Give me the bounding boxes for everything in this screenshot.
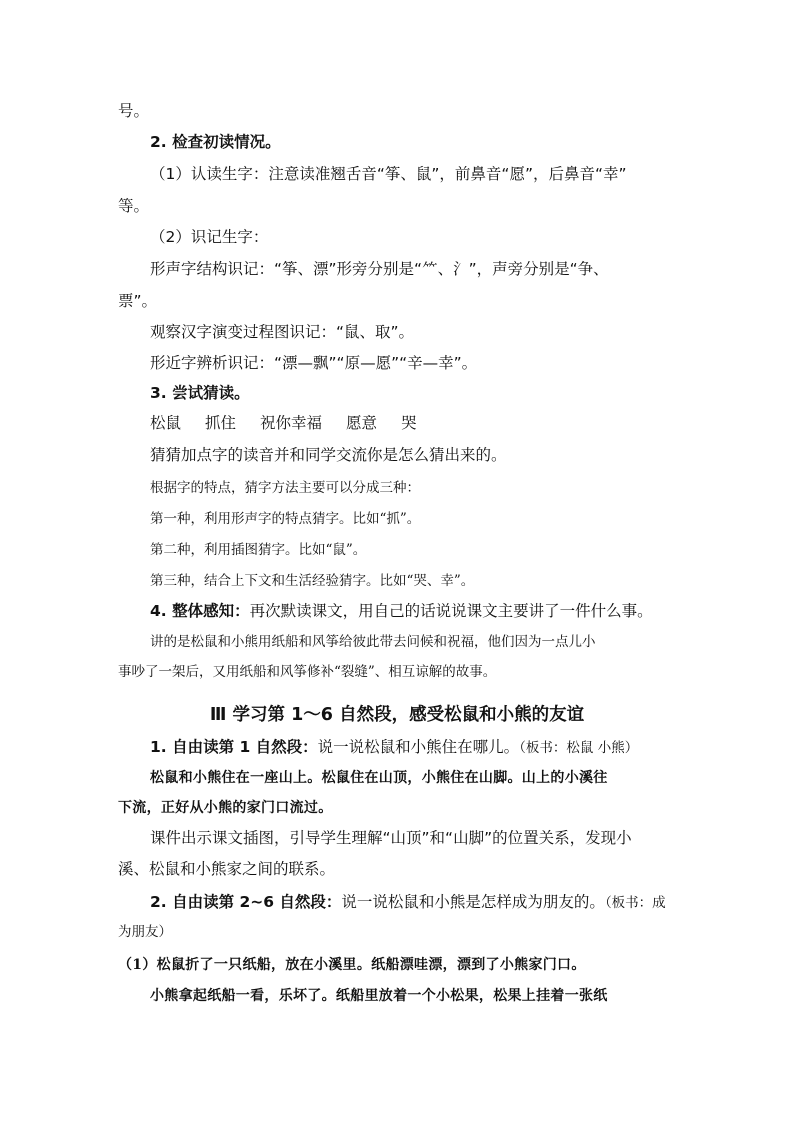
text-line bbox=[150, 737, 638, 758]
section-heading: 1. 自由读第 1 自然段： bbox=[150, 738, 318, 756]
text-line: （2）识记生字： bbox=[150, 228, 269, 246]
text-line: 等。 bbox=[118, 197, 150, 215]
text-line bbox=[150, 601, 653, 621]
quote-line: 松鼠和小熊住在一座山上。松鼠住在山顶，小熊住在山脚。山上的小溪往 bbox=[150, 770, 608, 786]
section-heading: 4. 整体感知： bbox=[150, 602, 250, 620]
board-note: （板书：松鼠 小熊） bbox=[519, 740, 639, 756]
text-line: （1）认读生字：注意读准翘舌音“筝、鼠”，前鼻音“愿”，后鼻音“幸” bbox=[150, 165, 627, 183]
text-line: 形近字辨析识记：“漂—飘”“原—愿”“辛—幸”。 bbox=[150, 354, 478, 372]
quote-line: 下流，正好从小熊的家门口流过。 bbox=[118, 800, 333, 816]
word-list bbox=[150, 413, 441, 433]
word-item: 祝你幸福 bbox=[260, 414, 323, 432]
quote-line: 小熊拿起纸船一看，乐坏了。纸船里放着一个小松果，松果上挂着一张纸 bbox=[150, 988, 608, 1004]
text-line: 形声字结构识记：“筝、漂”形旁分别是“⺮、氵”，声旁分别是“争、 bbox=[150, 260, 609, 278]
text-line: 观察汉字演变过程图识记：“鼠、取”。 bbox=[150, 323, 415, 341]
text-line: 号。 bbox=[118, 102, 150, 120]
text-span: 说一说松鼠和小熊是怎样成为朋友的。 bbox=[341, 893, 605, 911]
note-line: 第三种，结合上下文和生活经验猜字。比如“哭、幸”。 bbox=[150, 573, 475, 589]
note-line: 事吵了一架后，又用纸船和风筝修补“裂缝”、相互谅解的故事。 bbox=[118, 664, 497, 680]
note-line: 第二种，利用插图猜字。比如“鼠”。 bbox=[150, 542, 367, 558]
word-item: 愿意 bbox=[346, 414, 378, 432]
board-note: 为朋友） bbox=[118, 924, 172, 940]
note-line: 根据字的特点，猜字方法主要可以分成三种： bbox=[150, 480, 420, 496]
text-line: 猜猜加点字的读音并和同学交流你是怎么猜出来的。 bbox=[150, 446, 507, 464]
word-item: 抓住 bbox=[205, 414, 237, 432]
text-line: 票”。 bbox=[118, 292, 158, 310]
text-line: 溪、松鼠和小熊家之间的联系。 bbox=[118, 860, 336, 878]
quote-line: （1）松鼠折了一只纸船，放在小溪里。纸船漂哇漂，漂到了小熊家门口。 bbox=[118, 957, 586, 973]
text-line: 课件出示课文插图，引导学生理解“山顶”和“山脚”的位置关系，发现小 bbox=[150, 829, 632, 847]
note-line: 第一种，利用形声字的特点猜字。比如“抓”。 bbox=[150, 511, 421, 527]
word-item: 哭 bbox=[401, 414, 417, 432]
part-heading: Ⅲ 学习第 1～6 自然段，感受松鼠和小熊的友谊 bbox=[209, 705, 585, 725]
word-item: 松鼠 bbox=[150, 414, 182, 432]
text-span: 再次默读课文，用自己的话说说课文主要讲了一件什么事。 bbox=[249, 602, 653, 620]
section-heading: 3. 尝试猜读。 bbox=[150, 384, 250, 402]
section-heading: 2. 自由读第 2~6 自然段： bbox=[150, 893, 342, 911]
board-note: （板书：成 bbox=[604, 895, 666, 911]
note-line: 讲的是松鼠和小熊用纸船和风筝给彼此带去问候和祝福，他们因为一点儿小 bbox=[150, 634, 596, 650]
text-line bbox=[150, 892, 666, 913]
text-span: 说一说松鼠和小熊住在哪儿。 bbox=[317, 738, 520, 756]
section-heading: 2. 检查初读情况。 bbox=[150, 133, 281, 151]
